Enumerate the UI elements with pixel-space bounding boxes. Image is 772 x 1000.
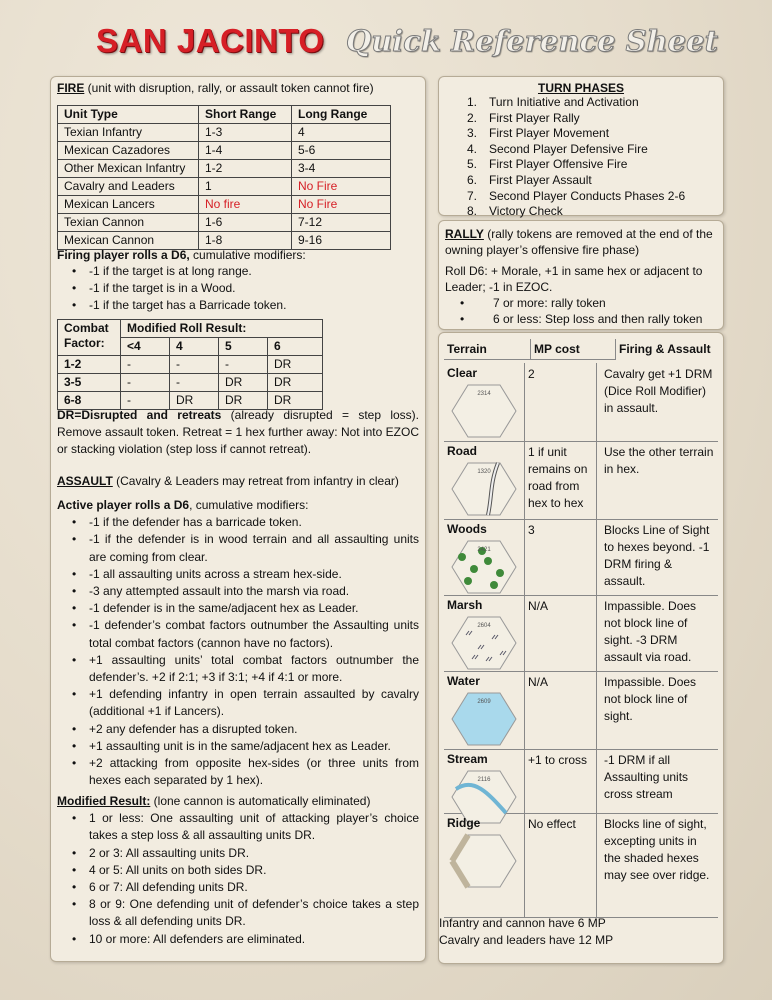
list-item: • -1 if the target is in a Wood. <box>57 280 419 297</box>
table-row <box>58 356 323 374</box>
fire-heading: FIRE <box>57 81 85 95</box>
unit-range-table <box>57 105 391 250</box>
phase-label: Second Player Defensive Fire <box>489 141 648 156</box>
footer-line: Infantry and cannon have 6 MP <box>439 916 606 930</box>
table-header: Short Range <box>199 106 292 124</box>
table-cell: DR <box>268 374 323 392</box>
hex-number: 2604 <box>477 623 491 629</box>
rally-heading-line <box>445 226 717 258</box>
terrain-row <box>444 441 718 520</box>
table-cell: - <box>121 356 170 374</box>
marsh-hex-icon <box>448 615 522 673</box>
terrain-row <box>444 749 718 814</box>
assault-heading: ASSAULT <box>57 474 113 488</box>
hex-number: 1320 <box>477 469 491 475</box>
terrain-name-cell <box>444 519 525 595</box>
terrain-table <box>444 339 718 360</box>
modified-roll-header: Modified Roll Result: <box>121 320 323 338</box>
table-cell: 4 <box>292 124 391 142</box>
list-item: • 4 or 5: All units on both sides DR. <box>57 862 419 879</box>
terrain-row <box>444 519 718 596</box>
table-cell: 6-8 <box>58 392 121 410</box>
table-cell: DR <box>219 392 268 410</box>
terrain-panel <box>438 332 724 964</box>
terrain-mp-cost: 1 if unit remains on road from hex to hex <box>525 441 597 519</box>
assault-roll-rest: , cumulative modifiers: <box>189 498 309 512</box>
rally-heading-note: (rally tokens are removed at the end of the owning player’s offensive fire phase) <box>445 227 713 257</box>
fire-assault-panel <box>50 76 426 962</box>
terrain-row <box>444 363 718 442</box>
terrain-name: Marsh <box>447 598 483 612</box>
list-item: 6. First Player Assault <box>467 172 592 187</box>
list-item: • -1 defender’s combat factors outnumber the Assaulting units total combat factors (cannon have no factors). <box>57 617 419 651</box>
rally-heading: RALLY <box>445 227 484 241</box>
terrain-name: Ridge <box>447 816 481 830</box>
rally-roll: Roll D6: + Morale, +1 in same hex or adjacent to Leader; -1 in EZOC. <box>445 264 703 294</box>
terrain-mp-cost: 2 <box>525 363 597 441</box>
assault-results-list <box>57 810 419 948</box>
table-cell: 5-6 <box>292 142 391 160</box>
dr-explanation <box>57 407 419 458</box>
table-cell: Mexican Cannon <box>58 232 199 250</box>
list-item: 7. Second Player Conducts Phases 2-6 <box>467 188 686 203</box>
terrain-mp-cost: 3 <box>525 519 597 595</box>
hex-number: 2116 <box>477 777 491 783</box>
table-cell: No Fire <box>292 196 391 214</box>
assault-roll-block <box>57 497 419 789</box>
phase-label: First Player Movement <box>489 126 610 141</box>
assault-heading-note: (Cavalry & Leaders may retreat from infantry in clear) <box>112 474 399 488</box>
table-cell: Mexican Lancers <box>58 196 199 214</box>
terrain-name: Water <box>447 674 480 688</box>
list-item: • +1 assaulting unit is in the same/adjacent hex as Leader. <box>57 738 419 755</box>
terrain-effect: Blocks Line of Sight to hexes beyond. -1 DRM firing & assault. <box>604 523 710 588</box>
terrain-name: Clear <box>447 366 478 380</box>
list-item: 8. Victory Check <box>467 204 563 219</box>
table-row <box>58 178 391 196</box>
hex-number: 2314 <box>477 391 491 397</box>
table-header: <4 <box>121 338 170 356</box>
table-row <box>58 214 391 232</box>
table-header: Long Range <box>292 106 391 124</box>
assault-roll-bold: Active player rolls a D6 <box>57 498 190 512</box>
table-cell: 7-12 <box>292 214 391 232</box>
terrain-name-cell <box>444 671 525 749</box>
terrain-name: Road <box>447 444 477 458</box>
table-cell: 9-16 <box>292 232 391 250</box>
list-item: • +2 any defender has a disrupted token. <box>57 721 419 738</box>
terrain-effect: Cavalry get +1 DRM (Dice Roll Modifier) in assault. <box>604 367 713 415</box>
combat-factor-header: Combat Factor: <box>58 320 121 356</box>
list-item: 3. First Player Movement <box>467 126 610 141</box>
table-header-row <box>58 106 391 124</box>
list-item: • +2 attacking from opposite hex-sides (or three units from hexes each separated by 1 hex). <box>57 755 419 789</box>
table-header: Unit Type <box>58 106 199 124</box>
table-cell: Mexican Cazadores <box>58 142 199 160</box>
list-item: 1. Turn Initiative and Activation <box>467 95 639 109</box>
table-cell: No fire <box>199 196 292 214</box>
fire-modifier-list <box>57 263 419 314</box>
table-cell: 1 <box>199 178 292 196</box>
list-item: • 7 or more: rally token <box>445 295 717 311</box>
table-cell: DR <box>170 392 219 410</box>
hex-number: 2421 <box>477 547 491 553</box>
list-item: • -1 if the target is at long range. <box>57 263 419 280</box>
footer-line: Cavalry and leaders have 12 MP <box>439 933 614 947</box>
table-row <box>58 142 391 160</box>
table-header: 5 <box>219 338 268 356</box>
title-sub: Quick Reference Sheet <box>345 24 718 58</box>
terrain-row <box>444 813 718 918</box>
assault-heading-line <box>57 474 419 488</box>
list-item: 5. First Player Offensive Fire <box>467 157 628 172</box>
table-header-row <box>444 339 718 360</box>
table-row <box>58 124 391 142</box>
terrain-mp-cost: N/A <box>525 595 597 671</box>
table-cell: - <box>219 356 268 374</box>
dr-bold: DR=Disrupted and retreats <box>57 408 222 422</box>
water-hex-icon <box>448 691 522 749</box>
assault-modifier-list <box>57 514 419 789</box>
fire-roll-rest: cumulative modifiers: <box>189 248 306 262</box>
table-cell: No Fire <box>292 178 391 196</box>
terrain-mp-cost: No effect <box>525 813 597 917</box>
terrain-row <box>444 595 718 672</box>
hex-number: 2609 <box>477 699 491 705</box>
terrain-name-cell <box>444 813 525 917</box>
list-item: • 10 or more: All defenders are eliminated. <box>57 931 419 948</box>
rally-list <box>445 295 717 327</box>
result-note: (lone cannon is automatically eliminated) <box>150 794 371 808</box>
list-item: • -1 all assaulting units across a stream hex-side. <box>57 566 419 583</box>
table-cell: DR <box>268 392 323 410</box>
table-cell: 3-5 <box>58 374 121 392</box>
terrain-effect: Use the other terrain in hex. <box>604 445 714 476</box>
phase-label: Second Player Conducts Phases 2-6 <box>489 188 686 203</box>
table-header: Firing & Assault <box>619 342 711 356</box>
rally-roll-block <box>445 263 717 327</box>
turn-heading: TURN PHASES <box>537 81 624 95</box>
list-item: • +1 assaulting units’ total combat factors outnumber the defender’s. +2 if 2:1; +3 if 3:1; +4 if 4:1 or more. <box>57 652 419 686</box>
clear-hex-icon <box>448 383 522 441</box>
table-cell: 1-4 <box>199 142 292 160</box>
table-row <box>58 232 391 250</box>
terrain-name: Stream <box>447 752 488 766</box>
terrain-effect: Blocks line of sight, excepting units in the shaded hexes may see over ridge. <box>604 817 710 882</box>
rally-panel <box>438 220 724 330</box>
table-cell: 1-8 <box>199 232 292 250</box>
table-cell: - <box>170 356 219 374</box>
list-item: • -3 any attempted assault into the marsh via road. <box>57 583 419 600</box>
list-item: • 6 or 7: All defending units DR. <box>57 879 419 896</box>
phase-label: Turn Initiative and Activation <box>489 95 639 109</box>
table-cell: 1-2 <box>58 356 121 374</box>
table-row <box>58 196 391 214</box>
list-item: 2. First Player Rally <box>467 110 580 125</box>
terrain-name-cell <box>444 749 525 813</box>
table-row <box>58 160 391 178</box>
table-row <box>58 374 323 392</box>
turn-phases-panel <box>438 76 724 219</box>
phase-label: Victory Check <box>489 204 563 219</box>
title-main: SAN JACINTO <box>96 22 325 59</box>
list-item: • 2 or 3: All assaulting units DR. <box>57 845 419 862</box>
table-cell: - <box>121 392 170 410</box>
terrain-row <box>444 671 718 750</box>
table-cell: 1-6 <box>199 214 292 232</box>
fire-roll-bold: Firing player rolls a D6, <box>57 248 190 262</box>
dr-rest: (already disrupted = step loss). Remove assault token. Retreat = 1 hex further away: Not into EZOC or stacking violation (step loss if cannot retreat). <box>57 408 420 456</box>
list-item: • +1 defending infantry in open terrain assaulted by cavalry (additional +1 if Lancers). <box>57 686 419 720</box>
fire-heading-line <box>57 81 419 95</box>
list-item: • -1 if the defender is in wood terrain and all assaulting units are coming from clear. <box>57 531 419 565</box>
list-item: • 6 or less: Step loss and then rally token <box>445 311 717 327</box>
terrain-effect: Impassible. Does not block line of sight. <box>604 675 697 723</box>
terrain-name-cell <box>444 363 525 441</box>
terrain-mp-cost: +1 to cross <box>525 749 597 813</box>
table-header: MP cost <box>531 339 616 360</box>
table-cell: Texian Infantry <box>58 124 199 142</box>
table-cell: 1-2 <box>199 160 292 178</box>
table-header: 4 <box>170 338 219 356</box>
table-cell: DR <box>268 356 323 374</box>
list-item: • 8 or 9: One defending unit of defender’s choice takes a step loss & all defending units DR. <box>57 896 419 930</box>
table-header: Terrain <box>444 339 531 360</box>
list-item: • -1 if the defender has a barricade token. <box>57 514 419 531</box>
page-title <box>96 22 718 66</box>
table-cell: 1-3 <box>199 124 292 142</box>
table-cell: 3-4 <box>292 160 391 178</box>
table-header-row <box>58 320 323 338</box>
phase-label: First Player Offensive Fire <box>489 157 628 172</box>
result-heading: Modified Result: <box>57 794 151 808</box>
list-item: • 1 or less: One assaulting unit of attacking player’s choice takes a step loss & all assaulting units DR. <box>57 810 419 844</box>
turn-phase-list <box>439 95 723 220</box>
terrain-effect: Impassible. Does not block line of sight. -3 DRM assault via road. <box>604 599 697 664</box>
table-cell: Other Mexican Infantry <box>58 160 199 178</box>
terrain-effect: -1 DRM if all Assaulting units cross stream <box>604 753 689 801</box>
assault-results-block <box>57 793 419 948</box>
table-cell: DR <box>219 374 268 392</box>
woods-hex-icon <box>448 539 522 597</box>
terrain-footer <box>439 915 613 949</box>
ridge-hex-icon <box>448 833 522 891</box>
combat-results-table <box>57 319 323 410</box>
fire-heading-note: (unit with disruption, rally, or assault token cannot fire) <box>84 81 374 95</box>
list-item: • -1 if the target has a Barricade token. <box>57 297 419 314</box>
terrain-mp-cost: N/A <box>525 671 597 749</box>
phase-label: First Player Rally <box>489 110 580 125</box>
list-item: 4. Second Player Defensive Fire <box>467 141 648 156</box>
terrain-name: Woods <box>447 522 487 536</box>
terrain-name-cell <box>444 595 525 671</box>
table-header: 6 <box>268 338 323 356</box>
fire-roll-block <box>57 248 419 314</box>
phase-label: First Player Assault <box>489 172 592 187</box>
table-cell: - <box>170 374 219 392</box>
road-hex-icon <box>448 461 522 519</box>
list-item: • -1 defender is in the same/adjacent hex as Leader. <box>57 600 419 617</box>
table-cell: Texian Cannon <box>58 214 199 232</box>
turn-heading-wrap <box>439 81 723 95</box>
table-cell: - <box>121 374 170 392</box>
terrain-name-cell <box>444 441 525 519</box>
table-cell: Cavalry and Leaders <box>58 178 199 196</box>
